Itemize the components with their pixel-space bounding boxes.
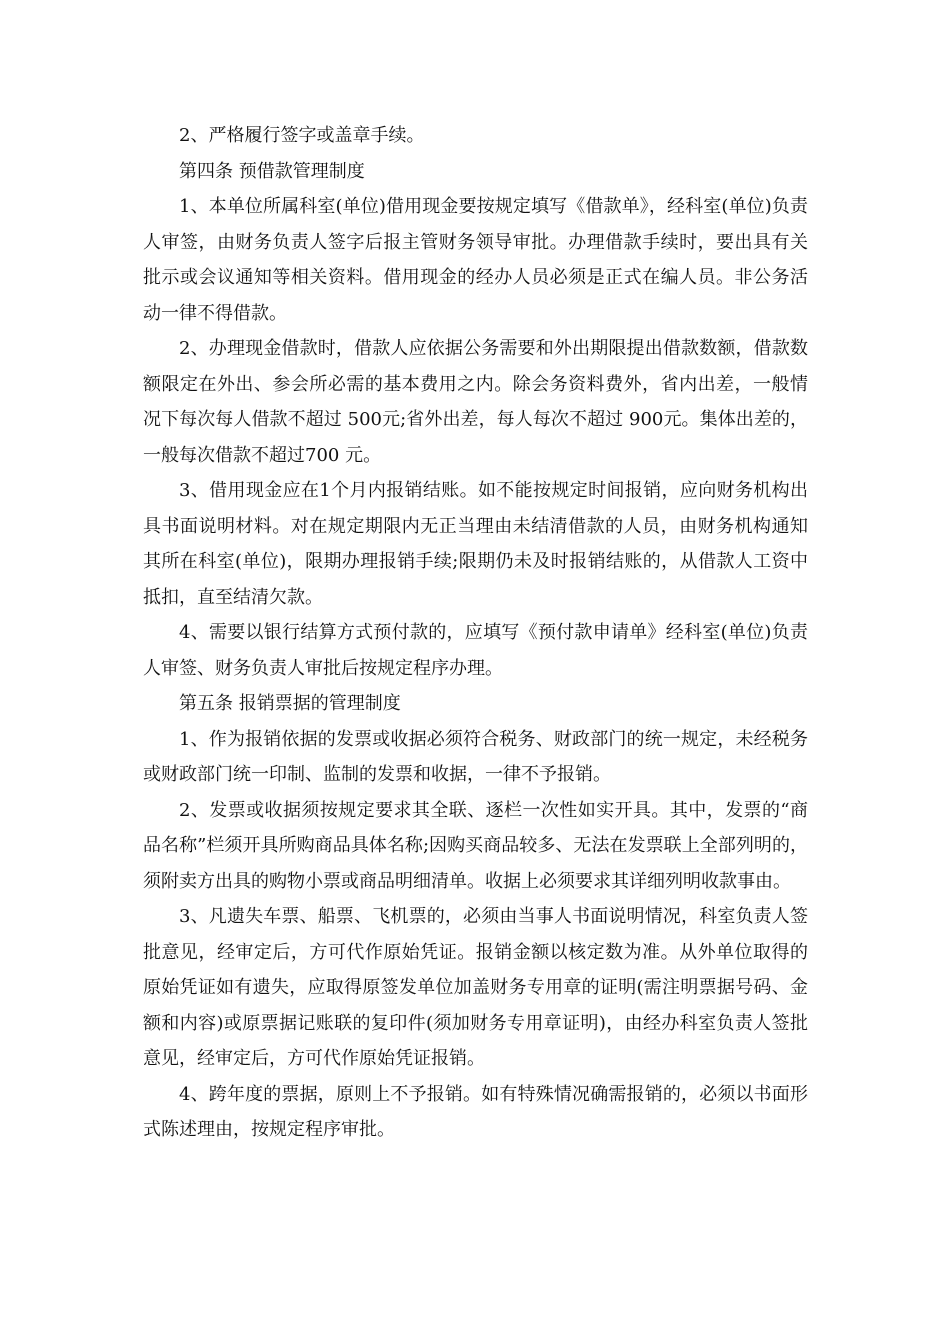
paragraph-receipt-2: 2、发票或收据须按规定要求其全联、逐栏一次性如实开具。其中，发票的“商品名称”栏须开具所购商品具体名称;因购买商品较多、无法在发票联上全部列明的，须附卖方出具的购物小票或商品明细清单。收据上必须要求其详细列明收款事由。 — [143, 799, 808, 892]
paragraph-loan-3: 3、借用现金应在1个月内报销结账。如不能按规定时间报销，应向财务机构出具书面说明材料。对在规定期限内无正当理由未结清借款的人员，由财务机构通知其所在科室(单位)，限期办理报销手续;限期仍未及时报销结账的，从借款人工资中抵扣，直至结清欠款。 — [143, 480, 808, 608]
document-body — [143, 118, 808, 1148]
paragraph-loan-4: 4、需要以银行结算方式预付款的，应填写《预付款申请单》经科室(单位)负责人审签、财务负责人审批后按规定程序办理。 — [143, 622, 808, 679]
paragraph-receipt-1: 1、作为报销依据的发票或收据必须符合税务、财政部门的统一规定，未经税务或财政部门统一印制、监制的发票和收据，一律不予报销。 — [143, 728, 808, 785]
section-heading-article-4: 第四条 预借款管理制度 — [179, 160, 365, 182]
paragraph-item-2-signature: 2、严格履行签字或盖章手续。 — [179, 125, 425, 146]
paragraph-loan-1: 1、本单位所属科室(单位)借用现金要按规定填写《借款单》，经科室(单位)负责人审签，由财务负责人签字后报主管财务领导审批。办理借款手续时，要出具有关批示或会议通知等相关资料。借用现金的经办人员必须是正式在编人员。非公务活动一律不得借款。 — [143, 196, 808, 324]
section-heading-article-5: 第五条 报销票据的管理制度 — [179, 693, 401, 714]
paragraph-loan-2: 2、办理现金借款时，借款人应依据公务需要和外出期限提出借款数额，借款数额限定在外出、参会所必需的基本费用之内。除会务资料费外，省内出差，一般情况下每次每人借款不超过 500元;省外出差，每人每次不超过 900元。集体出差的，一般每次借款不超过700 元。 — [143, 338, 808, 466]
paragraph-receipt-3: 3、凡遗失车票、船票、飞机票的，必须由当事人书面说明情况，科室负责人签批意见，经审定后，方可代作原始凭证。报销金额以核定数为准。从外单位取得的原始凭证如有遗失，应取得原签发单位加盖财务专用章的证明(需注明票据号码、金额和内容)或原票据记账联的复印件(须加财务专用章证明)，由经办科室负责人签批意见，经审定后，方可代作原始凭证报销。 — [143, 906, 808, 1069]
paragraph-receipt-4: 4、跨年度的票据，原则上不予报销。如有特殊情况确需报销的，必须以书面形式陈述理由，按规定程序审批。 — [143, 1083, 808, 1140]
